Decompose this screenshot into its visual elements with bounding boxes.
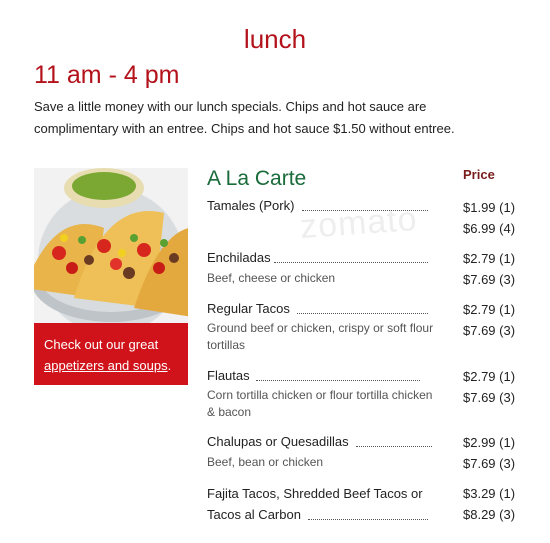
- price-single: $2.79 (1): [463, 302, 516, 317]
- price-plate: $7.69 (3): [463, 390, 516, 405]
- menu-item-desc: Beef, bean or chicken: [207, 455, 324, 469]
- promo-card: [34, 168, 188, 385]
- price-plate: $8.29 (3): [463, 507, 516, 522]
- price-single: $3.29 (1): [463, 486, 516, 501]
- menu-item-name-cont: Tacos al Carbon: [207, 507, 301, 522]
- menu-item-desc: Beef, cheese or chicken: [207, 271, 336, 285]
- leader-dots: [274, 252, 428, 263]
- promo-text: Check out our great: [44, 337, 159, 352]
- price-plate: $7.69 (3): [463, 272, 516, 287]
- menu-item-desc: Corn tortilla chicken or flour tortilla chicken & bacon: [207, 388, 433, 419]
- menu-item-name: Enchiladas: [207, 250, 271, 265]
- menu-item-name: Regular Tacos: [207, 301, 290, 316]
- intro-text: Save a little money with our lunch specials. Chips and hot sauce are complimentary with an entree. Chips and hot sauce $1.50 without entree.: [34, 99, 455, 136]
- menu-item-name: Tamales (Pork): [207, 198, 295, 213]
- leader-dots: [256, 370, 420, 381]
- leader-dots: [308, 509, 428, 520]
- price-single: $2.79 (1): [463, 369, 516, 384]
- appetizers-soups-link[interactable]: appetizers and soups: [44, 358, 168, 373]
- promo-suffix: .: [167, 358, 172, 373]
- price-single: $2.99 (1): [463, 435, 516, 450]
- price-plate: $7.69 (3): [463, 456, 516, 471]
- menu-section-title: A La Carte: [207, 167, 307, 190]
- leader-dots: [302, 200, 428, 211]
- price-plate: $6.99 (4): [463, 221, 516, 236]
- menu-item-name: Fajita Tacos, Shredded Beef Tacos or: [207, 486, 423, 501]
- menu-item-name: Chalupas or Quesadillas: [207, 434, 349, 449]
- leader-dots: [356, 436, 432, 447]
- price-header: Price: [463, 167, 495, 182]
- lunch-hours: 11 am - 4 pm: [34, 61, 180, 89]
- price-single: $2.79 (1): [463, 251, 516, 266]
- menu-item-desc: Ground beef or chicken, crispy or soft flour tortillas: [207, 321, 434, 352]
- promo-banner: [34, 323, 188, 385]
- leader-dots: [297, 303, 428, 314]
- price-single: $1.99 (1): [463, 200, 516, 215]
- page-title: lunch: [243, 24, 307, 54]
- menu-item-name: Flautas: [207, 368, 250, 383]
- tacos-photo: [34, 168, 188, 323]
- price-plate: $7.69 (3): [463, 323, 516, 338]
- watermark: zomato: [298, 199, 419, 247]
